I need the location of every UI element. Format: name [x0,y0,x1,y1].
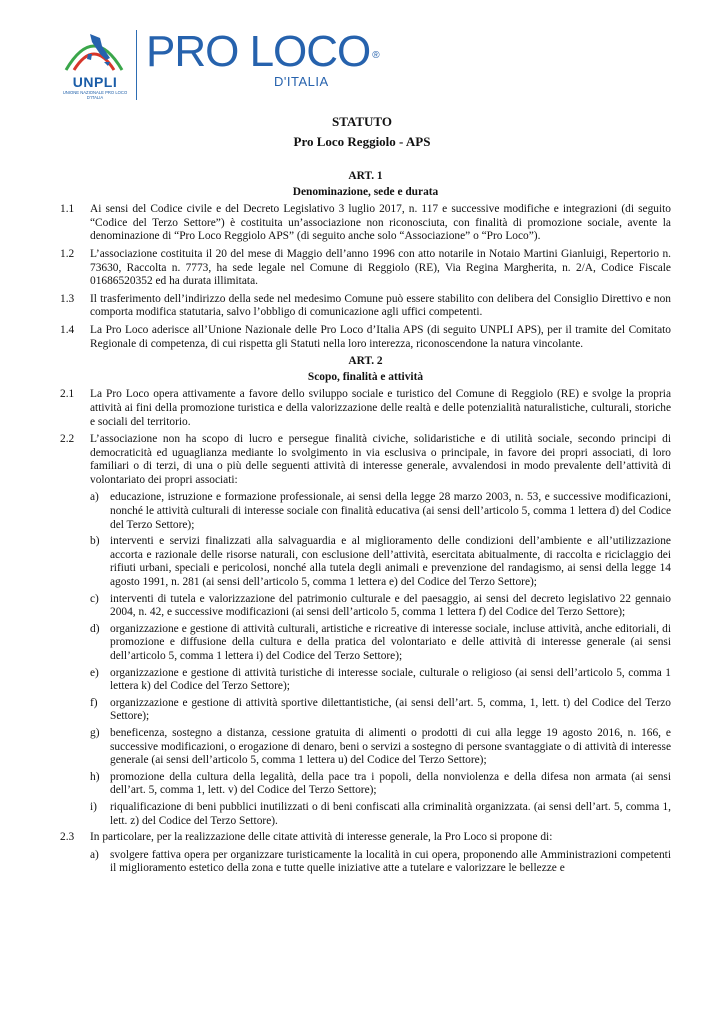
item-letter: b) [90,535,100,548]
paragraph-number: 2.2 [60,433,75,446]
paragraph-number: 1.1 [60,203,75,216]
list-item [90,727,671,768]
logo-divider [136,30,137,100]
paragraph [60,831,671,845]
pro-loco-wordmark [146,28,379,76]
list-item [90,623,671,664]
paragraph [60,433,671,487]
item-letter: a) [90,491,99,504]
paragraph-text: Ai sensi del Codice civile e del Decreto Legislativo 3 luglio 2017, n. 117 e successive modifiche e integrazioni (di seguito “Codice del Terzo Settore”) è costituita un’associazione non riconosciuta, con finalità di promozione sociale, avente la denominazione di “Pro Loco Reggiolo APS” (di seguito anche solo “Associazione” o “Pro Loco”). [90,203,671,243]
item-letter: f) [90,696,98,709]
paragraph-text: La Pro Loco opera attivamente a favore dello sviluppo sociale e turistico del Comune di Reggiolo (RE) e svolge la propria attività ai fini della promozione turistica e della valorizzazione delle realtà e delle potenzialità naturalistiche, culturali, storiche e sociali del territorio. [90,388,671,428]
paragraph [60,324,671,351]
item-text: svolgere fattiva opera per organizzare turisticamente la località in cui opera, proponendo alle Amministrazioni competenti il miglioramento estetico della zona e tutte quelle iniziative atte a tutelare e valorizzare le bellezze e [110,848,671,875]
paragraph-number: 1.4 [60,323,75,336]
item-text: interventi di tutela e valorizzazione del patrimonio culturale e del paesaggio, ai sensi del decreto legislativo 22 gennaio 2004, n. 42, e successive modificazioni (ai sensi dell’articolo 5, comma 1 lettera f) del Codice del Terzo Settore); [110,592,671,619]
paragraph-text: Il trasferimento dell’indirizzo della sede nel medesimo Comune può essere stabilito con delibera del Consiglio Direttivo e non comporta modifica statutaria, salvo l’obbligo di comunicazione agli uffici competenti. [90,292,671,319]
list-item [90,593,671,620]
item-letter: d) [90,622,100,635]
list-item [90,667,671,694]
item-text: educazione, istruzione e formazione professionale, ai sensi della legge 28 marzo 2003, n. 53, e successive modificazioni, nonché le attività culturali di interesse sociale con finalità educativa (ai sensi dell’articolo 5, comma 1 lettera d) del Codice del Terzo Settore); [110,491,671,531]
registered-mark: ® [372,50,379,61]
list-item [90,697,671,724]
document-title: STATUTO [332,114,392,129]
paragraph [60,203,671,244]
list-item [90,801,671,828]
article-heading: Denominazione, sede e durata [292,185,439,198]
item-text: organizzazione e gestione di attività culturali, artistiche e ricreative di interesse sociale, incluse attività, anche editoriali, di promozione e diffusione della cultura e della pratica del volontariato e delle attività di interesse generale (ai sensi dell’articolo 5, comma 1 lettera i) del Codice del Terzo Settore); [110,622,671,662]
item-letter: c) [90,592,99,605]
letterhead [60,24,460,104]
paragraph-number: 1.3 [60,292,75,305]
item-text: promozione della cultura della legalità, della pace tra i popoli, della nonviolenza e della difesa non armata (ai sensi dell’art. 5, comma 1, lett. v) del Codice del Terzo Settore); [110,770,671,797]
italy-arc-icon [60,24,128,76]
unpli-subtitle: UNIONE NAZIONALE PRO LOCO D'ITALIA [62,90,128,100]
paragraph-text: L’associazione non ha scopo di lucro e persegue finalità civiche, solidaristiche e di utilità sociale, secondo principi di democraticità ed uguaglianza mediante lo svolgimento in via esclusiva o principale, in favore dei propri associati, di loro familiari o di terzi, di una o più delle seguenti attività di interesse generale, avvalendosi in modo prevalente dell’attività di volontariato dei propri associati: [90,433,671,486]
item-text: interventi e servizi finalizzati alla salvaguardia e al miglioramento delle condizioni dell’ambiente e all’utilizzazione accorta e razionale delle risorse naturali, con esclusione dell’attività, esercitata abitualmente, di raccolta e riciclaggio dei rifiuti urbani, speciali e pericolosi, nonché alla tutela degli animali e prevenzione del randagismo, ai sensi della legge 14 agosto 1991, n. 281 (ai sensi dell’articolo 5, comma 1 lettera e) del Codice del Terzo Settore); [110,535,671,589]
item-letter: a) [90,848,99,861]
item-letter: e) [90,666,99,679]
unpli-wordmark: UNPLI [72,74,118,90]
pro-loco-text: PRO LOCO [146,27,371,76]
paragraph-text: In particolare, per la realizzazione delle citate attività di interesse generale, la Pro Loco si propone di: [90,831,553,844]
list-item [90,535,671,589]
document-subtitle: Pro Loco Reggiolo - APS [293,134,431,149]
list-item [90,849,671,876]
item-text: organizzazione e gestione di attività turistiche di interesse sociale, culturale o religioso (ai sensi dell’articolo 5, comma 1 lettera k) del Codice del Terzo Settore); [110,666,671,693]
ditalia-text: D'ITALIA [274,74,329,89]
article-number: ART. 2 [348,355,383,368]
paragraph-text: La Pro Loco aderisce all’Unione Nazionale delle Pro Loco d’Italia APS (di seguito UNPLI APS), per il tramite del Comitato Regionale di competenza, di cui rispetta gli Statuti nella loro interezza, riconoscendone la natura vincolante. [90,323,671,350]
paragraph [60,388,671,429]
list-item [90,771,671,798]
paragraph-number: 2.3 [60,831,75,844]
list-item [90,491,671,532]
item-letter: h) [90,770,100,783]
paragraph [60,293,671,320]
item-letter: g) [90,726,100,739]
item-text: riqualificazione di beni pubblici inutilizzati o di beni confiscati alla criminalità organizzata. (ai sensi dell’art. 5, comma 1, lett. z) del Codice del Terzo Settore). [110,800,671,827]
paragraph-number: 1.2 [60,247,75,260]
item-letter: i) [90,800,97,813]
statute-body [60,170,671,879]
paragraph-number: 2.1 [60,388,75,401]
paragraph [60,248,671,289]
item-text: organizzazione e gestione di attività sportive dilettantistiche, (ai sensi dell’art. 5, comma, 1, lett. t) del Codice del Terzo Settore); [110,696,671,723]
paragraph-text: L’associazione costituita il 20 del mese di Maggio dell’anno 1996 con atto notarile in Notaio Martini Gianluigi, Repertorio n. 73630, Raccolta n. 7773, ha sede legale nel Comune di Reggiolo (RE), Via Regina Margherita, n. 2/A, Codice Fiscale 01686520352 ed ha durata illimitata. [90,247,671,288]
article-heading: Scopo, finalità e attività [307,370,424,383]
article-number: ART. 1 [348,170,383,182]
unpli-logo [60,24,128,104]
item-text: beneficenza, sostegno a distanza, cessione gratuita di alimenti o prodotti di cui alla legge 19 agosto 2016, n. 166, e successive modificazioni, o erogazione di denaro, beni o servizi a sostegno di persone svantaggiate o di attività di interesse generale (ai sensi dell’articolo 5, comma 1 lettera u) del Codice del Terzo Settore); [110,726,671,767]
